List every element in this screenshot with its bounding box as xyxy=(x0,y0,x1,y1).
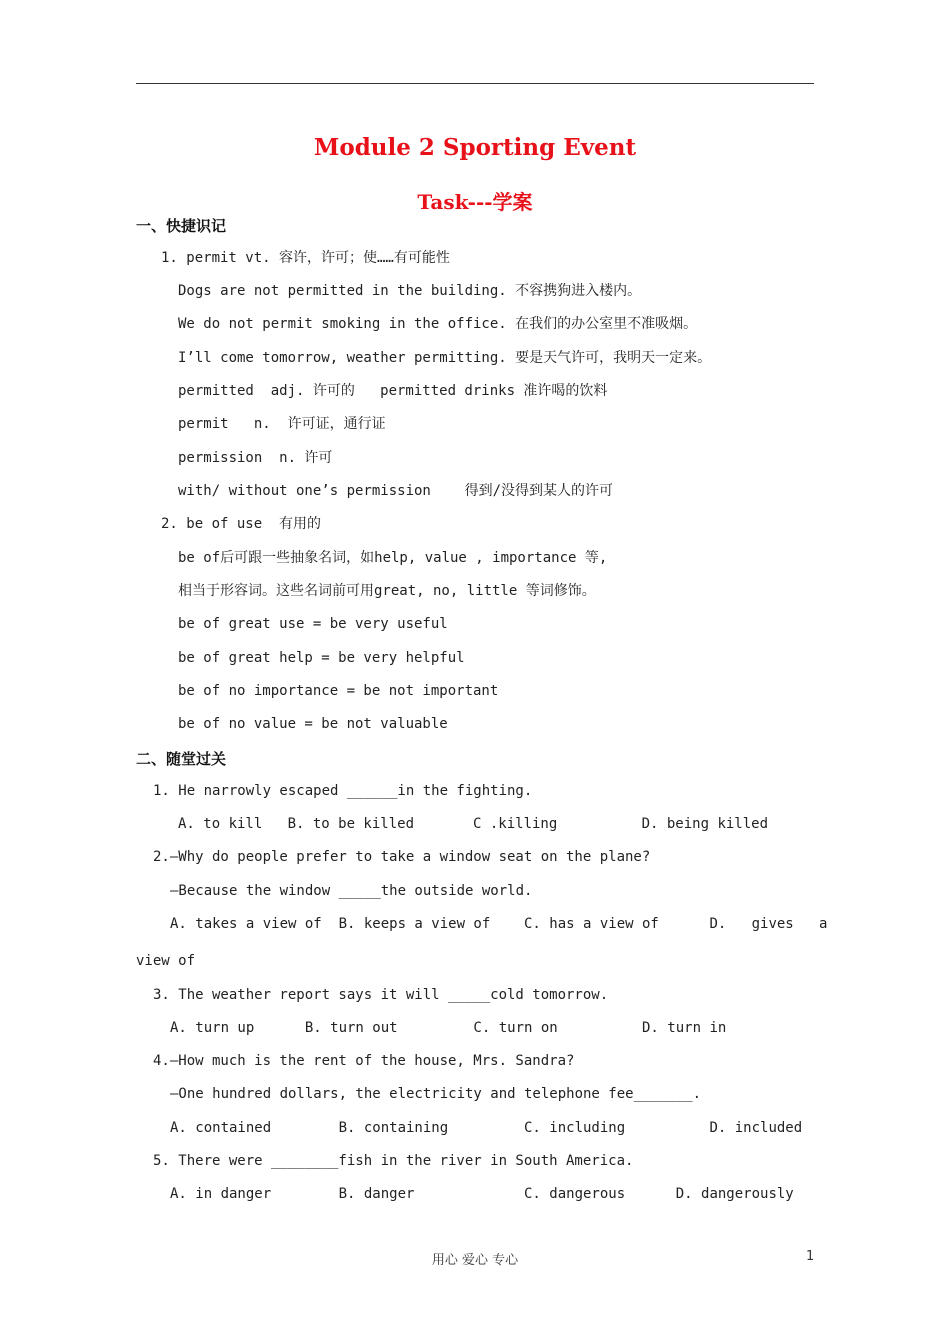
vocab-item-2: 2. be of use 有用的 xyxy=(161,516,322,532)
question-2-options: A. takes a view of B. keeps a view of C. has a view of D. gives a xyxy=(170,916,828,932)
section-heading-2: 二、随堂过关 xyxy=(136,750,227,768)
question-5-options: A. in danger B. danger C. dangerous D. dangerously xyxy=(170,1186,794,1202)
question-2-response: —Because the window _____the outside world. xyxy=(170,883,533,899)
question-2-options-continued: view of xyxy=(136,953,196,969)
example-sentence: I’ll come tomorrow, weather permitting. 要是天气许可，我明天一定来。 xyxy=(178,350,712,366)
phrase-note: with/ without one’s permission 得到/没得到某人的许可 xyxy=(178,483,614,499)
question-4: 4.—How much is the rent of the house, Mrs. Sandra? xyxy=(153,1053,575,1069)
section-heading-1: 一、快捷识记 xyxy=(136,217,227,235)
grammar-note: be of后可跟一些抽象名词，如help, value , importance 等, xyxy=(178,550,608,566)
word-form-note: permitted adj. 许可的 permitted drinks 准许喝的饮料 xyxy=(178,383,608,399)
grammar-note: 相当于形容词。这些名词前可用great, no, little 等词修饰。 xyxy=(178,583,596,599)
question-4-response: —One hundred dollars, the electricity and telephone fee_______. xyxy=(170,1086,702,1102)
header-rule xyxy=(136,83,814,84)
question-1: 1. He narrowly escaped ______in the fighting. xyxy=(153,783,533,799)
equivalence-note: be of no value = be not valuable xyxy=(178,716,448,732)
word-form-note: permission n. 许可 xyxy=(178,450,333,466)
word-form-note: permit n. 许可证，通行证 xyxy=(178,416,386,432)
page-footer: 用心 爱心 专心 xyxy=(431,1253,519,1268)
question-4-options: A. contained B. containing C. including D. included xyxy=(170,1120,803,1136)
vocab-item-1: 1. permit vt. 容许，许可；使……有可能性 xyxy=(161,250,450,266)
example-sentence: Dogs are not permitted in the building. 不容携狗进入楼内。 xyxy=(178,283,642,299)
equivalence-note: be of no importance = be not important xyxy=(178,683,499,699)
page-subtitle: Task---学案 xyxy=(417,190,533,214)
question-3-options: A. turn up B. turn out C. turn on D. turn in xyxy=(170,1020,727,1036)
example-sentence: We do not permit smoking in the office. 在我们的办公室里不准吸烟。 xyxy=(178,316,698,332)
question-2: 2.—Why do people prefer to take a window seat on the plane? xyxy=(153,849,651,865)
question-3: 3. The weather report says it will _____cold tomorrow. xyxy=(153,987,609,1003)
equivalence-note: be of great help = be very helpful xyxy=(178,650,465,666)
page-number: 1 xyxy=(806,1249,815,1264)
question-1-options: A. to kill B. to be killed C .killing D. being killed xyxy=(178,816,769,832)
question-5: 5. There were ________fish in the river in South America. xyxy=(153,1153,634,1169)
equivalence-note: be of great use = be very useful xyxy=(178,616,448,632)
page-title: Module 2 Sporting Event xyxy=(313,134,637,161)
